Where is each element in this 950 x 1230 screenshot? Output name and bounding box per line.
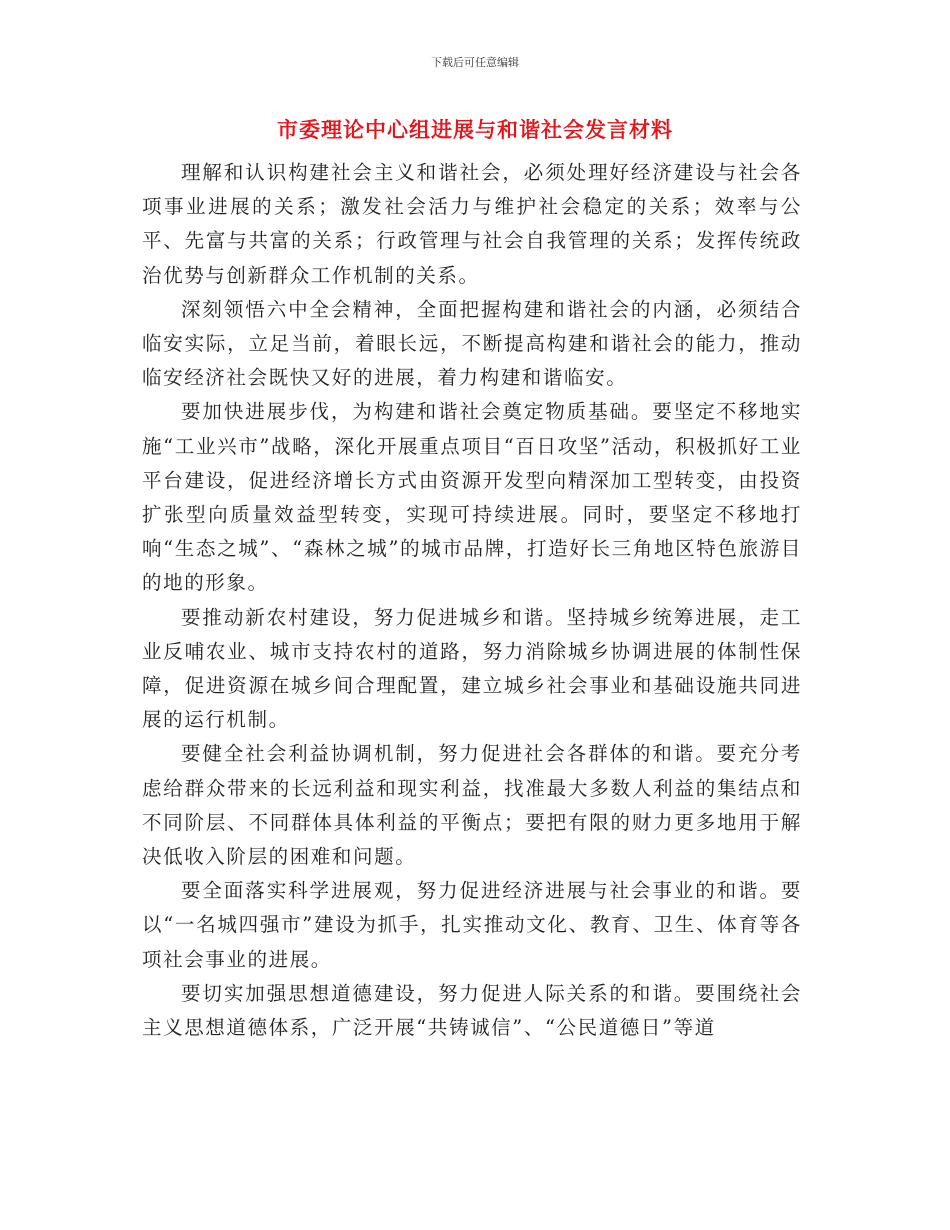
paragraph-5: 要健全社会利益协调机制，努力促进社会各群体的和谐。要充分考虑给群众带来的长远利益和现实利益，找准最大多数人利益的集结点和不同阶层、不同群体具体利益的平衡点；要把有限的财力更多地用于解决低收入阶层的困难和问题。 (142, 742, 802, 869)
paragraph-3: 要加快进展步伐，为构建和谐社会奠定物质基础。要坚定不移地实施“工业兴市”战略，深化开展重点项目“百日攻坚”活动，积极抓好工业平台建设，促进经济增长方式由资源开发型向精深加工型转变，由投资扩张型向质量效益型转变，实现可持续进展。同时，要坚定不移地打响“生态之城”、“森林之城”的城市品牌，打造好长三角地区特色旅游目的地的形象。 (142, 400, 802, 595)
paragraph-2: 深刻领悟六中全会精神，全面把握构建和谐社会的内涵，必须结合临安实际，立足当前，着眼长远，不断提高构建和谐社会的能力，推动临安经济社会既快又好的进展，着力构建和谐临安。 (142, 297, 802, 390)
paragraph-7: 要切实加强思想道德建设，努力促进人际关系的和谐。要围绕社会主义思想道德体系，广泛开展“共铸诚信”、“公民道德日”等道 (142, 981, 802, 1040)
paragraph-1: 理解和认识构建社会主义和谐社会，必须处理好经济建设与社会各项事业进展的关系；激发社会活力与维护社会稳定的关系；效率与公平、先富与共富的关系；行政管理与社会自我管理的关系；发挥传统政治优势与创新群众工作机制的关系。 (142, 161, 802, 287)
paragraph-4: 要推动新农村建设，努力促进城乡和谐。坚持城乡统筹进展，走工业反哺农业、城市支持农村的道路，努力消除城乡协调进展的体制性保障，促进资源在城乡间合理配置，建立城乡社会事业和基础设施共同进展的运行机制。 (142, 605, 802, 732)
document-title: 市委理论中心组进展与和谐社会发言材料 (277, 118, 673, 142)
page-header-note: 下载后可任意编辑 (431, 56, 519, 69)
paragraph-6: 要全面落实科学进展观，努力促进经济进展与社会事业的和谐。要以“一名城四强市”建设为抓手，扎实推动文化、教育、卫生、体育等各项社会事业的进展。 (142, 879, 802, 971)
document-body (142, 156, 802, 1045)
